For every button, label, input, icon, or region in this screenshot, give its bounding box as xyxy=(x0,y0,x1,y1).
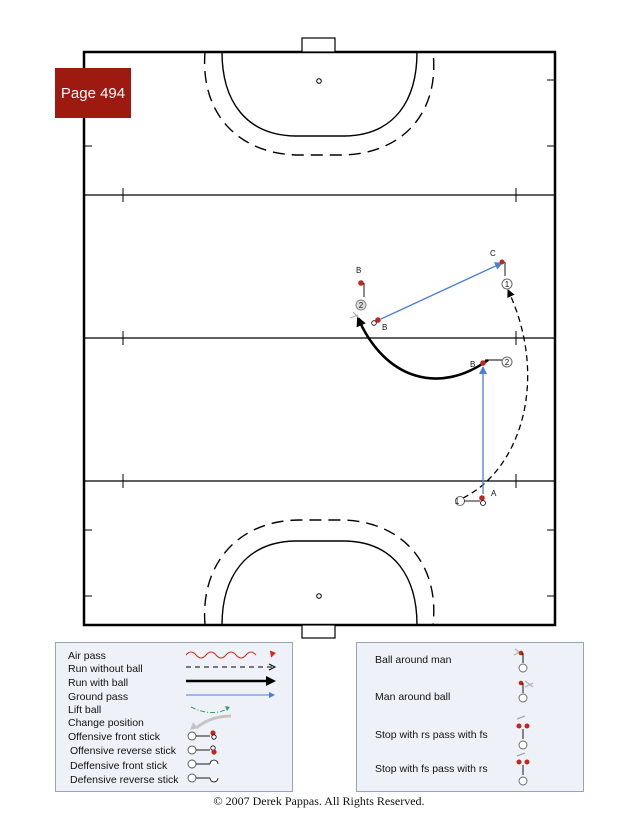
offensive-front-stick-symbol xyxy=(188,730,216,740)
top-penalty-spot xyxy=(317,79,322,84)
player-2-number-right: 2 xyxy=(504,358,510,367)
legend-run-with-ball: Run with ball xyxy=(68,677,129,689)
legend-right xyxy=(356,642,584,792)
defensive-reverse-stick-symbol xyxy=(188,774,218,782)
player-b-label-right: B xyxy=(470,360,476,369)
top-shooting-circle xyxy=(222,52,417,136)
player-c-label: C xyxy=(490,249,496,258)
ground-pass-2 xyxy=(381,263,502,319)
legend-air-pass: Air pass xyxy=(68,650,106,662)
change-position-symbol xyxy=(196,716,231,728)
bottom-goal xyxy=(302,625,335,638)
player-1-number-bottom: 1 xyxy=(454,497,460,506)
air-pass-symbol xyxy=(186,652,256,658)
stop-rs-pass-fs-symbol xyxy=(517,716,530,749)
offensive-reverse-stick-symbol xyxy=(188,746,217,755)
bottom-dashed-circle xyxy=(205,520,434,625)
legend-stop-rs-pass-fs: Stop with rs pass with fs xyxy=(375,729,488,741)
player-a xyxy=(456,495,486,505)
player-b-label-mid: B xyxy=(382,323,388,332)
legend-ground-pass: Ground pass xyxy=(68,691,129,703)
player-b-label-top: B xyxy=(356,266,362,275)
bottom-penalty-spot xyxy=(317,594,322,599)
top-goal xyxy=(302,38,335,52)
legend-stop-fs-pass-rs: Stop with fs pass with rs xyxy=(375,763,488,775)
player-b-mid xyxy=(372,317,381,325)
stop-fs-pass-rs-symbol xyxy=(517,753,530,785)
page-badge: Page 494 xyxy=(55,68,131,118)
ball-around-man-symbol xyxy=(514,649,527,672)
legend-ball-around-man: Ball around man xyxy=(375,654,452,666)
copyright-footer: © 2007 Derek Pappas. All Rights Reserved. xyxy=(213,794,425,808)
legend-lift-ball: Lift ball xyxy=(68,704,102,716)
legend-defensive-reverse-stick: Defensive reverse stick xyxy=(70,774,179,786)
player-1-number-top: 1 xyxy=(504,280,510,289)
legend-offensive-reverse-stick: Offensive reverse stick xyxy=(70,745,177,757)
legend-change-position: Change position xyxy=(68,717,144,729)
bottom-shooting-circle xyxy=(222,541,417,625)
lift-ball-symbol xyxy=(191,707,227,713)
player-a-label: A xyxy=(491,489,497,498)
legend-offensive-front-stick: Offensive front stick xyxy=(68,731,161,743)
legend-right-symbols xyxy=(357,643,583,791)
man-around-ball-symbol xyxy=(519,681,533,702)
legend-run-without-ball: Run without ball xyxy=(68,663,143,675)
run-without-ball-path xyxy=(463,290,528,498)
legend-man-around-ball: Man around ball xyxy=(375,691,451,703)
legend-defensive-front-stick: Deffensive front stick xyxy=(70,760,168,772)
legend-left-symbols xyxy=(56,643,292,791)
defensive-front-stick-symbol xyxy=(188,760,218,768)
player-b-top xyxy=(350,280,366,318)
legend-left xyxy=(55,642,293,792)
top-dashed-circle xyxy=(205,52,434,155)
run-with-ball-path xyxy=(358,318,488,379)
player-2-number-top: 2 xyxy=(358,301,364,310)
